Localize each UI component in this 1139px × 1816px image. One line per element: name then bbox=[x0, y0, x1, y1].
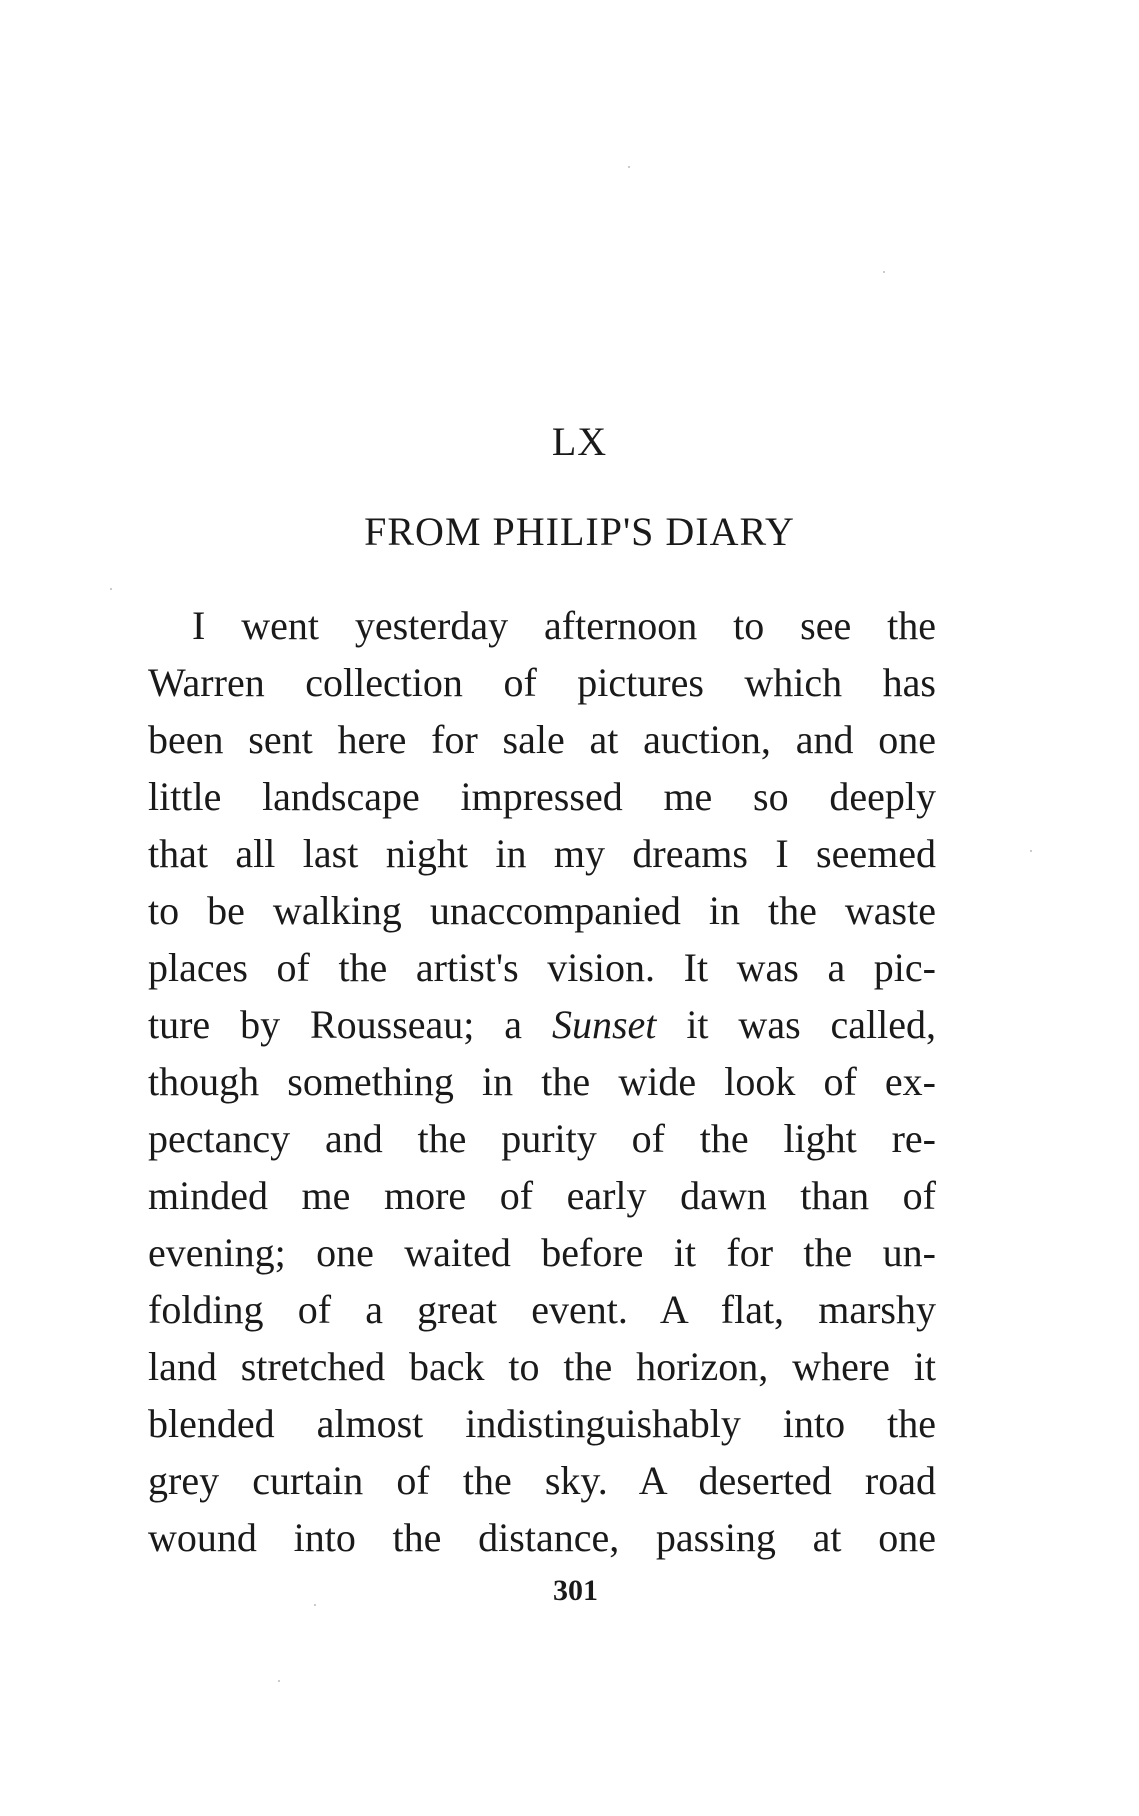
chapter-number: LX bbox=[551, 419, 608, 464]
text-line: evening; one waited before it for the un- bbox=[148, 1230, 936, 1275]
text-segment: ture by Rousseau; a bbox=[148, 1002, 523, 1047]
text-line: pectancy and the purity of the light re- bbox=[148, 1116, 936, 1161]
text-line: grey curtain of the sky. A deserted road bbox=[148, 1458, 936, 1503]
diary-text bbox=[148, 597, 936, 1566]
text-line: to be walking unaccompanied in the waste bbox=[148, 888, 936, 933]
text-line: I went yesterday afternoon to see the bbox=[192, 603, 936, 648]
paper-speck bbox=[883, 271, 885, 273]
text-line: land stretched back to the horizon, where it bbox=[148, 1344, 936, 1389]
paper-speck bbox=[314, 1604, 316, 1606]
text-line: blended almost indistinguishably into the bbox=[148, 1401, 936, 1446]
italic-painting-title: Sunset bbox=[551, 1002, 657, 1047]
chapter-title: FROM PHILIP'S DIARY bbox=[364, 509, 795, 554]
text-line: been sent here for sale at auction, and one bbox=[148, 717, 936, 762]
text-line: though something in the wide look of ex- bbox=[148, 1059, 936, 1104]
paper-speck bbox=[110, 588, 112, 590]
text-line: places of the artist's vision. It was a pic- bbox=[148, 945, 936, 990]
paper-speck bbox=[1030, 850, 1032, 852]
page-number: 301 bbox=[553, 1574, 598, 1607]
text-line: little landscape impressed me so deeply bbox=[148, 774, 936, 819]
paper-speck bbox=[628, 166, 630, 168]
text-line-with-italic bbox=[148, 996, 936, 1053]
text-line: folding of a great event. A flat, marshy bbox=[148, 1287, 936, 1332]
text-line: minded me more of early dawn than of bbox=[148, 1173, 936, 1218]
text-segment: it was called, bbox=[686, 1002, 936, 1047]
text-line: wound into the distance, passing at one bbox=[148, 1515, 936, 1560]
text-line: Warren collection of pictures which has bbox=[148, 660, 936, 705]
paper-speck bbox=[278, 1680, 280, 1682]
text-line: that all last night in my dreams I seemed bbox=[148, 831, 936, 876]
